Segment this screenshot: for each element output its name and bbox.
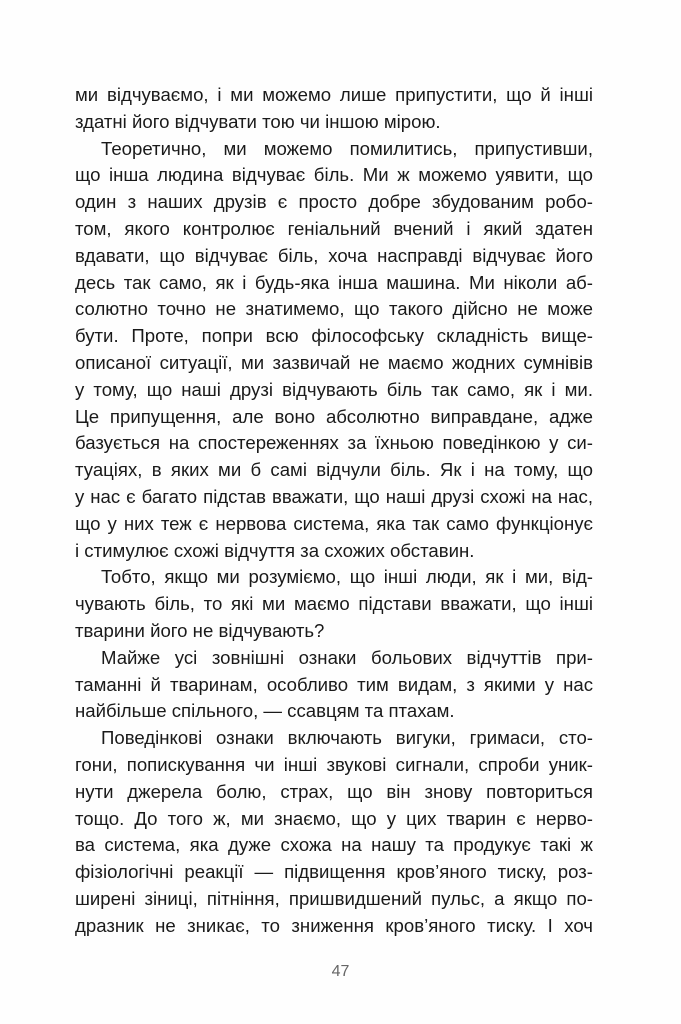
paragraph	[75, 82, 593, 136]
text-line: солютно точно не знатимемо, що такого дійсно не може	[75, 298, 593, 320]
text-line: тварини його не відчувають?	[75, 619, 325, 641]
text-line: фізіологічні реакції — підвищення кров’яного тиску, роз-	[75, 861, 593, 883]
text-line: здатні його відчувати тою чи іншою мірою.	[75, 110, 441, 132]
text-line: десь так само, як і будь-яка інша машина. Ми ніколи аб-	[75, 271, 593, 293]
text-line: ва система, яка дуже схожа на нашу та продукує такі ж	[75, 834, 593, 856]
body-text	[75, 82, 593, 940]
text-line: у тому, що наші друзі відчувають біль так само, як і ми.	[75, 378, 593, 400]
text-line: один з наших друзів є просто добре збудованим робо-	[75, 191, 593, 213]
paragraph	[75, 136, 593, 565]
text-line: тощо. До того ж, ми знаємо, що у цих тварин є нерво-	[75, 807, 593, 829]
text-line: вдавати, що відчуває біль, хоча насправді відчуває його	[75, 244, 593, 266]
text-line: і стимулює схожі відчуття за схожих обставин.	[75, 539, 475, 561]
text-line: туаціях, в яких ми б самі відчули біль. Як і на тому, що	[75, 459, 593, 481]
text-line: Це припущення, але воно абсолютно виправдане, адже	[75, 405, 593, 427]
text-line: у нас є багато підстав вважати, що наші друзі схожі на нас,	[75, 485, 593, 507]
text-line: Тобто, якщо ми розуміємо, що інші люди, як і ми, від-	[101, 566, 593, 588]
text-line: описаної ситуації, ми зазвичай не маємо жодних сумнівів	[75, 351, 593, 373]
text-line: дразник не зникає, то зниження кров’яного тиску. І хоч	[75, 914, 593, 936]
text-line: Майже усі зовнішні ознаки больових відчуттів при-	[101, 646, 593, 668]
text-line: Теоретично, ми можемо помилитись, припустивши,	[101, 137, 593, 159]
text-line: ми відчуваємо, і ми можемо лише припустити, що й інші	[75, 84, 593, 105]
text-line: чувають біль, то які ми маємо підстави вважати, що інші	[75, 593, 593, 615]
text-line: бути. Проте, попри всю філософську складність вище-	[75, 325, 593, 347]
text-line: гони, попискування чи інші звукові сигнали, спроби уник-	[75, 753, 593, 775]
text-line: найбільше спільного, — ссавцям та птахам.	[75, 700, 455, 722]
text-line: Поведінкові ознаки включають вигуки, гримаси, сто-	[101, 727, 593, 749]
text-line: таманні й тваринам, особливо тим видам, з якими у нас	[75, 673, 593, 695]
text-line: що у них теж є нервова система, яка так само функціонує	[75, 512, 593, 534]
text-line: базується на спостереженнях за їхньою поведінкою у си-	[75, 432, 593, 454]
page-number: 47	[331, 963, 350, 980]
text-line: нути джерела болю, страх, що він знову повториться	[75, 780, 593, 802]
text-line: що інша людина відчуває біль. Ми ж можемо уявити, що	[75, 164, 593, 186]
paragraph	[75, 564, 593, 644]
text-line: том, якого контролює геніальний вчений і який здатен	[75, 217, 593, 239]
text-line: ширені зіниці, пітніння, пришвидшений пульс, а якщо по-	[75, 887, 593, 909]
paragraph	[75, 645, 593, 725]
paragraph	[75, 725, 593, 939]
